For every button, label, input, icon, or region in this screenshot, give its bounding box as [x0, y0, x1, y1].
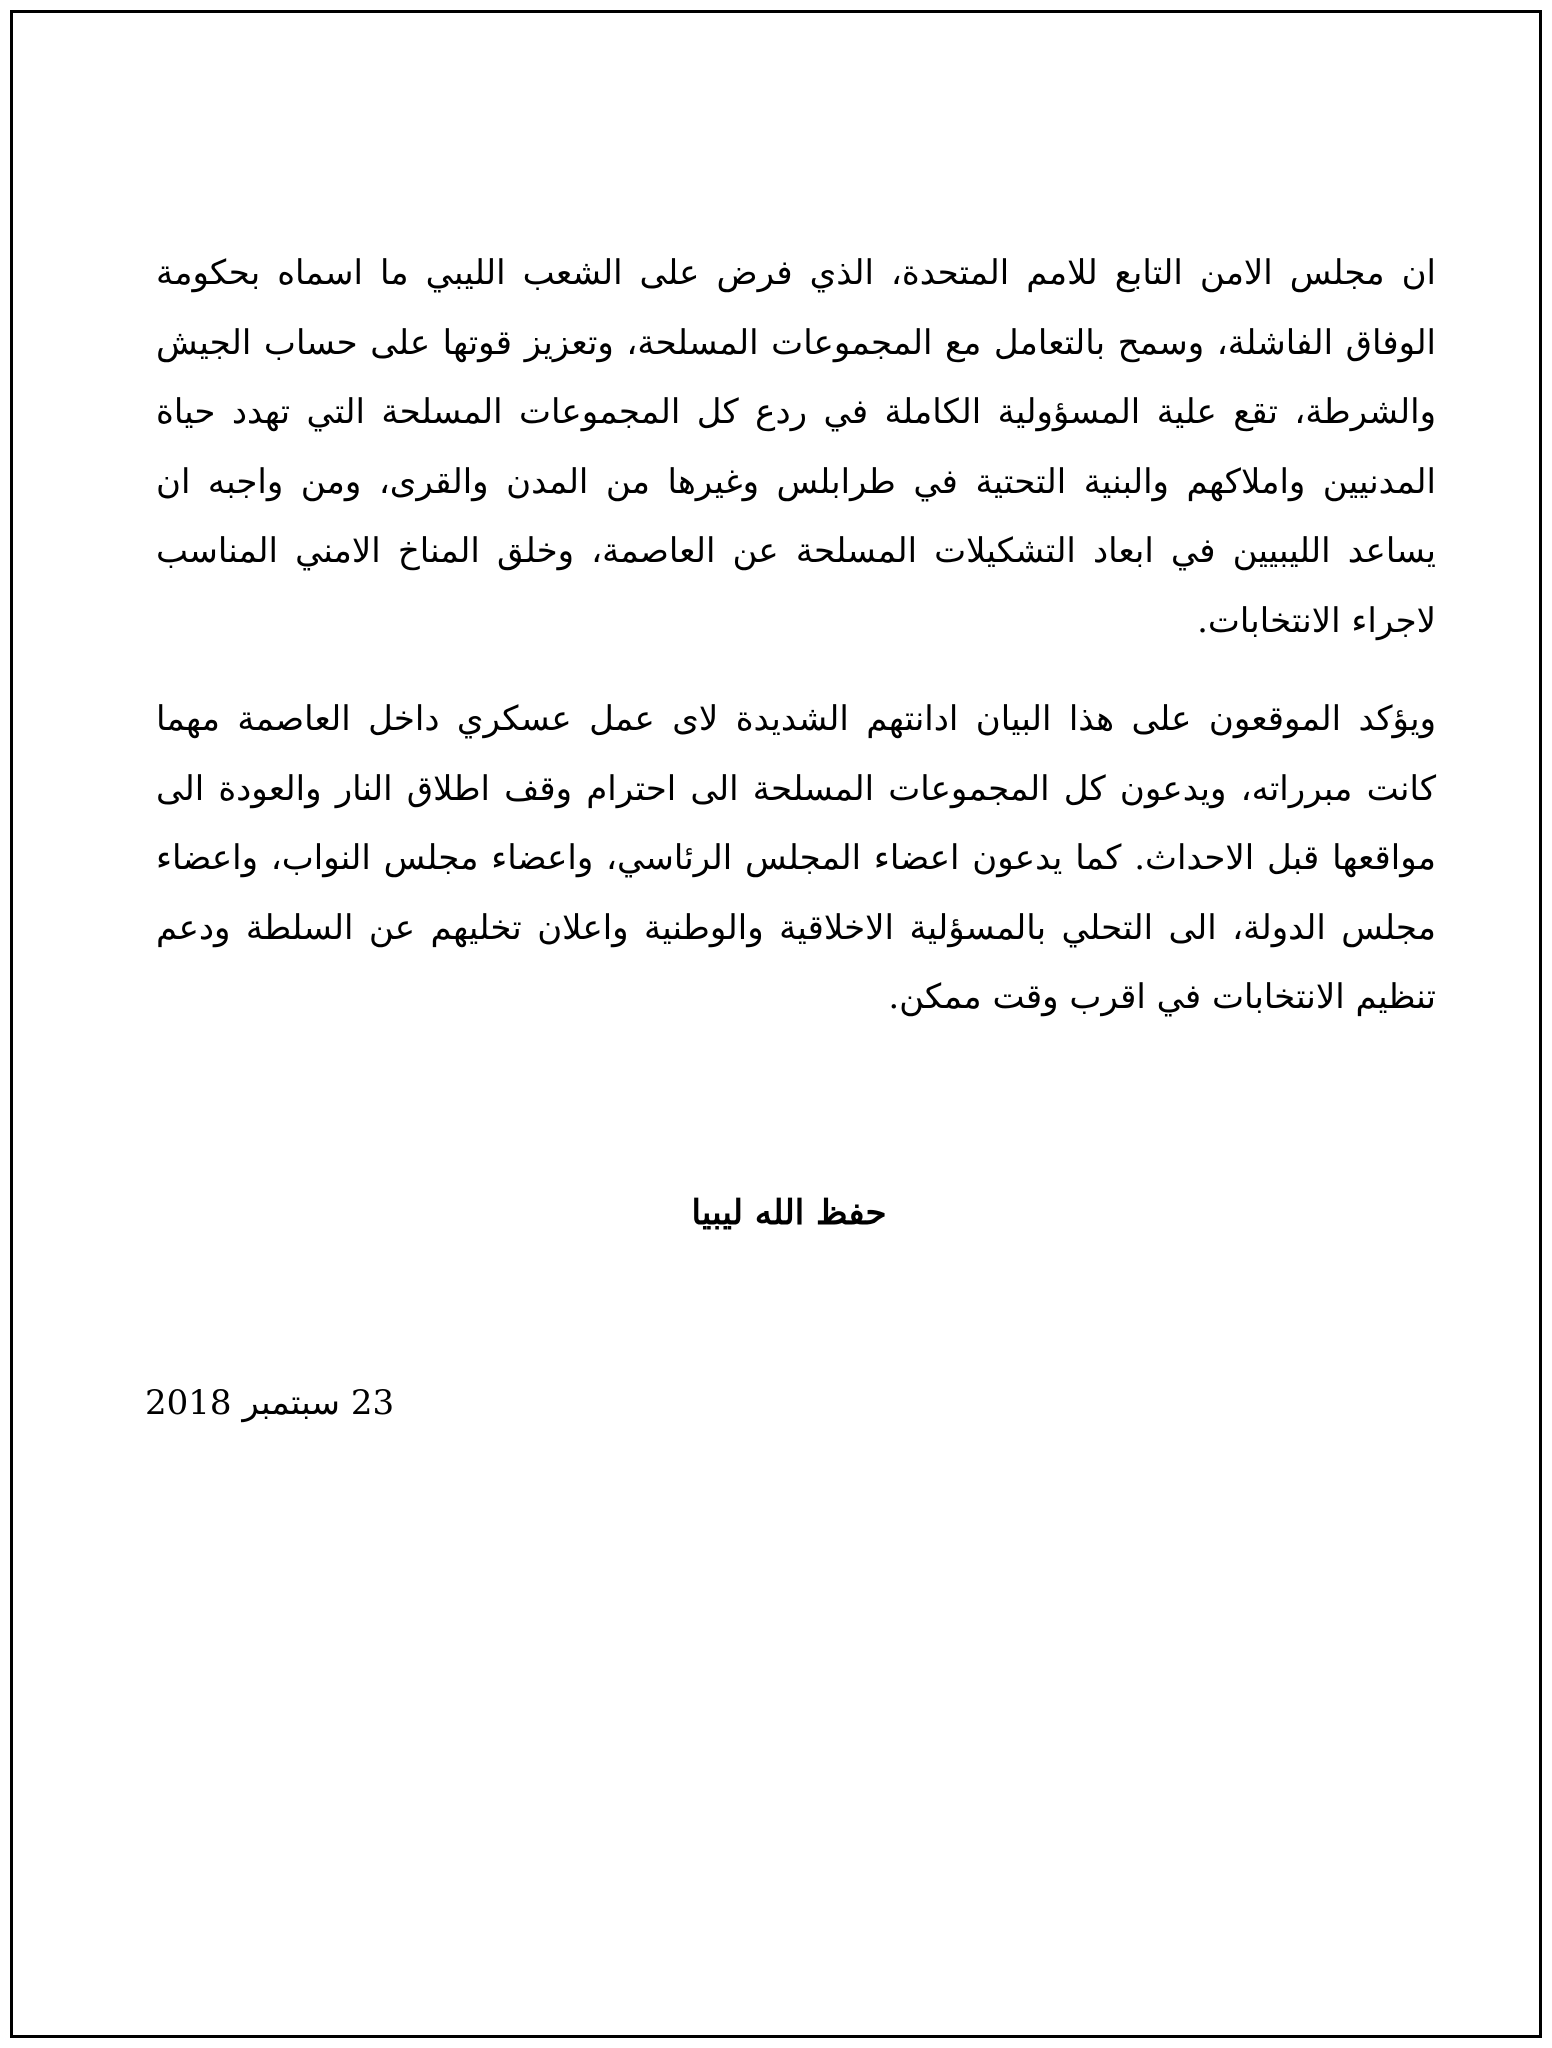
statement-body: [156, 239, 1436, 1033]
paragraph-signatories-condemnation: ويؤكد الموقعون على هذا البيان ادانتهم الشديدة لاى عمل عسكري داخل العاصمة مهما كانت مبرراته، ويدعون كل المجموعات المسلحة الى احترام وقف اطلاق النار والعودة الى مواقعها قبل الاحداث. كما يدعون اعضاء المجلس الرئاسي، واعضاء مجلس النواب، واعضاء مجلس الدولة، الى التحلي بالمسؤلية الاخلاقية والوطنية واعلان تخليهم عن السلطة ودعم تنظيم الانتخابات في اقرب وقت ممكن.: [156, 699, 1436, 1017]
paragraph-security-council: ان مجلس الامن التابع للامم المتحدة، الذي فرض على الشعب الليبي ما اسماه بحكومة الوفاق الفاشلة، وسمح بالتعامل مع المجموعات المسلحة، وتعزيز قوتها على حساب الجيش والشرطة، تقع علية المسؤولية الكاملة في ردع كل المجموعات المسلحة التي تهدد حياة المدنيين واملاكهم والبنية التحتية في طرابلس وغيرها من المدن والقرى، ومن واجبه ان يساعد الليبيين في ابعاد التشكيلات المسلحة عن العاصمة، وخلق المناخ الامني المناسب لاجراء الانتخابات.: [156, 253, 1436, 641]
page-frame: [10, 10, 1542, 2038]
statement-date-container: [145, 1373, 545, 1433]
closing-phrase: حفظ الله ليبيا: [691, 1193, 887, 1233]
statement-date: 23 سبتمبر 2018: [145, 1383, 395, 1423]
